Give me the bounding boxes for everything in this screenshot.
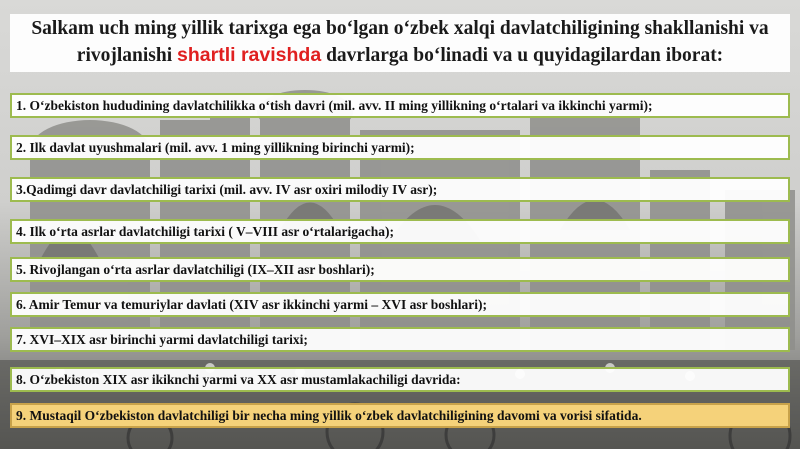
period-item-8: 8. O‘zbekiston XIX asr ikiknchi yarmi va XX asr mustamlakachiligi davrida: xyxy=(10,367,790,392)
page-title xyxy=(10,14,790,72)
title-line-2-end: davrlarga bo‘linadi va u quyidagilardan iborat: xyxy=(321,45,724,66)
period-item-9: 9. Mustaqil O‘zbekiston davlatchiligi bir necha ming yillik o‘zbek davlatchiligining davomi va vorisi sifatida. xyxy=(10,403,790,428)
title-line-1: Salkam uch ming yillik tarixga ega bo‘lgan o‘zbek xalqi davlatchiligining shakllanishi va xyxy=(31,18,769,39)
period-item-4: 4. Ilk o‘rta asrlar davlatchiligi tarixi ( V–VIII asr o‘rtalarigacha); xyxy=(10,219,790,244)
period-item-6: 6. Amir Temur va temuriylar davlati (XIV asr ikkinchi yarmi – XVI asr boshlari); xyxy=(10,292,790,317)
period-item-5: 5. Rivojlangan o‘rta asrlar davlatchiligi (IX–XII asr boshlari); xyxy=(10,257,790,282)
period-item-1: 1. O‘zbekiston hududining davlatchilikka o‘tish davri (mil. avv. II ming yillikning o‘rtalari va ikkinchi yarmi); xyxy=(10,93,790,118)
period-item-2: 2. Ilk davlat uyushmalari (mil. avv. 1 ming yillikning birinchi yarmi); xyxy=(10,135,790,160)
period-item-3: 3.Qadimgi davr davlatchiligi tarixi (mil. avv. IV asr oxiri milodiy IV asr); xyxy=(10,177,790,202)
title-line-2 xyxy=(10,42,790,69)
title-highlight: shartli ravishda xyxy=(177,44,322,66)
title-line-2-start: rivojlanishi xyxy=(76,45,178,66)
period-item-7: 7. XVI–XIX asr birinchi yarmi davlatchiligi tarixi; xyxy=(10,327,790,352)
